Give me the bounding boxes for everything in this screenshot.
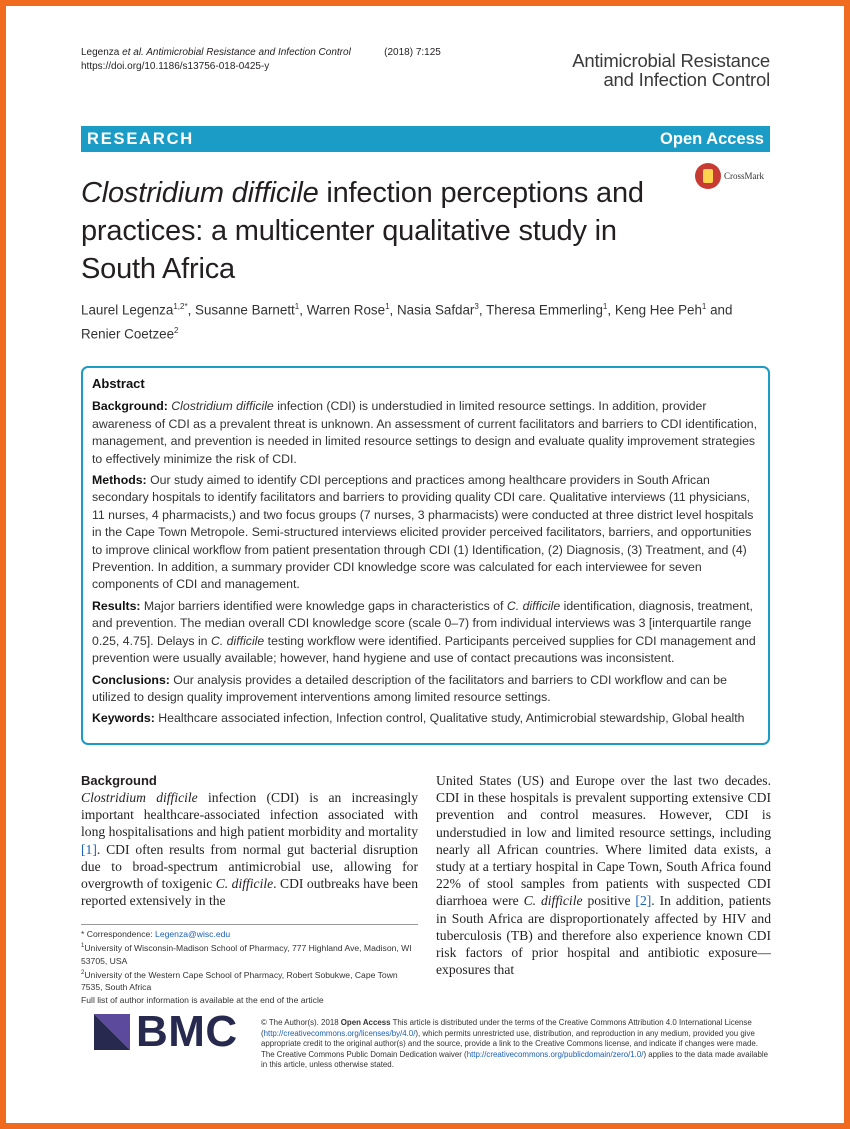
author-separator: ,: [389, 302, 397, 318]
body-text: . CDI often results from normal gut bacterial disruption due to broad-spectrum antimicrobial use, allowing for overgrowth of toxigenic: [81, 841, 418, 892]
body-text: . CDI outbreaks have been reported extensively in the: [81, 876, 418, 909]
author-name[interactable]: Nasia Safdar: [396, 302, 475, 318]
bmc-logo-text: BMC: [136, 1007, 238, 1056]
article-type-band: [81, 126, 770, 152]
affiliation-1: [81, 940, 421, 967]
journal-title-line2: and Infection Control: [603, 69, 770, 90]
author-separator: ,: [607, 302, 615, 318]
crossmark-badge[interactable]: [695, 163, 764, 189]
body-italic: C. difficile: [215, 876, 274, 892]
author-separator: ,: [478, 302, 487, 318]
open-access-label: Open Access: [660, 129, 764, 148]
author-name[interactable]: Theresa Emmerling: [486, 302, 603, 318]
body-column-left: [81, 772, 418, 909]
bmc-logo-icon: [94, 1014, 130, 1050]
body-text: . In addition, patients in South Africa are disproportionately affected by HIV and tuberculosis (TB) and therefore also experience known CDI risk factors of prior hospital and antibiotic exposure—exposures that: [436, 893, 772, 978]
background-text: infection (CDI) is understudied in limited resource settings. In addition, provider awareness of CDI as a prevalent threat is unknown. An assessment of current facilitators and barriers to CDI identification, management, and prevention is needed in limited resource settings to design and evaluate quality improvement strategies to effectively minimize the risk of CDI.: [92, 399, 758, 466]
results-italic: C. difficile: [210, 633, 265, 648]
affiliation-text: University of the Western Cape School of Pharmacy, Robert Sobukwe, Cape Town 7535, South Africa: [81, 969, 398, 993]
results-italic: C. difficile: [506, 598, 561, 613]
conclusions-text: Our analysis provides a detailed description of the facilitators and barriers to CDI workflow and can be utilized to design quality improvement interventions among limited resource settings.: [92, 672, 727, 704]
footnote-divider: [81, 924, 418, 925]
reference-link[interactable]: [2]: [635, 893, 652, 909]
body-text: infection (CDI) is an increasingly important healthcare-associated infection associated with long hospitalisations and high patient morbidity and mortality: [81, 790, 418, 840]
header-author: Legenza: [81, 47, 120, 58]
affiliation-2: [81, 967, 421, 994]
license-link[interactable]: http://creativecommons.org/publicdomain/zero/1.0/: [466, 1049, 644, 1059]
author-affiliation-sup: 1: [701, 302, 707, 311]
author-affiliation-sup: 3: [474, 302, 479, 311]
body-column-right: [436, 772, 771, 978]
keywords-label: Keywords:: [92, 711, 155, 726]
correspondence-label: * Correspondence:: [81, 929, 156, 939]
author-affiliation-sup: 1: [385, 302, 390, 311]
abstract-box: [81, 366, 770, 745]
license-open-access: Open Access: [340, 1018, 391, 1027]
crossmark-icon: [695, 163, 721, 189]
results-text: Major barriers identified were knowledge gaps in characteristics of: [140, 598, 507, 613]
license-text: This article is distributed under the terms of the Creative Commons Attribution 4.0 International License (: [261, 1018, 752, 1038]
conclusions-label: Conclusions:: [92, 672, 170, 687]
header-year-volume: (2018) 7:125: [384, 47, 441, 58]
doi-link[interactable]: https://doi.org/10.1186/s13756-018-0425-y: [81, 61, 270, 72]
title-text: infection perceptions and practices: a multicenter qualitative study in South Africa: [81, 177, 644, 285]
author-name[interactable]: Susanne Barnett: [195, 302, 295, 318]
author-name[interactable]: Keng Hee Peh: [614, 302, 702, 318]
abstract-heading: Abstract: [92, 376, 145, 391]
license-text: © The Author(s). 2018: [261, 1018, 341, 1027]
author-affiliation-sup: 2: [174, 326, 179, 336]
correspondence-email[interactable]: Legenza@wisc.edu: [155, 929, 231, 939]
author-affiliation-sup: 1,2*: [173, 302, 188, 311]
author-name[interactable]: Renier Coetzee: [81, 326, 175, 342]
article-type-label: RESEARCH: [87, 129, 194, 148]
abstract-methods: [92, 472, 759, 594]
bmc-logo: [94, 1007, 238, 1056]
correspondence-line: [81, 928, 421, 940]
footnotes: [81, 928, 421, 1006]
journal-title-line1: Antimicrobial Resistance: [572, 50, 770, 71]
author-affiliation-sup: 1: [602, 302, 608, 311]
results-text: identification, diagnosis, treatment, and prevention. The median overall CDI knowledge score (scale 0–7) from individual interviews was 3 [interquartile range 0.25, 4.75]. Delays in: [92, 598, 753, 648]
abstract-keywords: [92, 710, 759, 727]
methods-text: Our study aimed to identify CDI perceptions and practices among healthcare providers in South African secondary hospitals to identify facilitators and barriers to providing quality CDI care. Qualitative interviews (11 physicians, 11 nurses, 4 pharmacists,) and two focus groups (7 nurses, 3 pharmacists) were conducted at three district level hospitals in the Cape Town Metropole. Semi-structured interviews elicited provider perceived facilitators, barriers, and opportunities to improve clinical workflow from patient presentation through CDI (1) Identification, (2) Diagnosis, (3) Treatment, and (4) Prevention. In addition, a summary provider CDI knowledge score was calculated for each interviewee for seven components of CDI and management.: [92, 473, 754, 592]
article-title: [81, 174, 681, 288]
background-italic: Clostridium difficile: [171, 399, 274, 414]
crossmark-label: CrossMark: [724, 171, 764, 181]
author-info-note: Full list of author information is available at the end of the article: [81, 994, 324, 1005]
author-affiliation-sup: 1: [294, 302, 300, 311]
body-italic: Clostridium difficile: [81, 790, 198, 805]
author-list: [81, 296, 761, 345]
methods-label: Methods:: [92, 473, 147, 488]
header-journal: et al. Antimicrobial Resistance and Infection Control: [119, 47, 351, 58]
license-statement: [261, 1018, 771, 1071]
body-text: positive: [582, 893, 636, 909]
reference-link[interactable]: [1]: [81, 841, 97, 857]
keywords-text: Healthcare associated infection, Infection control, Qualitative study, Antimicrobial stewardship, Global health: [154, 711, 745, 726]
results-label: Results:: [92, 598, 141, 613]
section-heading-background: Background: [81, 773, 157, 788]
author-name[interactable]: Laurel Legenza: [81, 302, 174, 318]
abstract-background: [92, 398, 759, 468]
author-name[interactable]: Warren Rose: [306, 302, 386, 318]
author-and: and: [706, 302, 733, 318]
author-separator: ,: [187, 302, 196, 318]
journal-title: [572, 51, 770, 89]
affiliation-sup: 2: [81, 970, 85, 977]
abstract-results: [92, 598, 759, 668]
abstract-conclusions: [92, 672, 759, 707]
results-text: testing workflow were identified. Participants perceived supplies for CDI management and prevention were usually available; however, hand hygiene and use of contact precautions was inconsistent.: [92, 633, 756, 666]
body-text: United States (US) and Europe over the last two decades. CDI in these hospitals is prevalent supporting extensive CDI prevention and control measures. However, CDI is understudied in low and limited resource settings, including nearly all African countries. Where limited data exists, a study at a tertiary hospital in Cape Town, South Africa found 22% of stool samples from patients with suspected CDI diarrhoea were: [436, 773, 771, 909]
body-italic: C. difficile: [523, 893, 583, 909]
citation-header: [81, 46, 441, 74]
affiliation-sup: 1: [81, 943, 85, 950]
license-text: ), which permits unrestricted use, distribution, and reproduction in any medium, provided you give appropriate credit to the original author(s) and the source, provide a link to the Creative Commons license, and indicate if changes were made. The Creative Commons Public Domain Dedication waiver (: [261, 1028, 758, 1059]
author-separator: ,: [299, 302, 307, 318]
background-label: Background:: [92, 399, 168, 414]
body-paragraph-left: [81, 789, 418, 909]
title-italic: Clostridium difficile: [81, 177, 319, 209]
affiliation-text: University of Wisconsin-Madison School of Pharmacy, 777 Highland Ave, Madison, WI 53705, USA: [81, 943, 412, 966]
license-link[interactable]: http://creativecommons.org/licenses/by/4.0/: [263, 1028, 416, 1038]
license-text: ) applies to the data made available in this article, unless otherwise stated.: [261, 1049, 769, 1069]
